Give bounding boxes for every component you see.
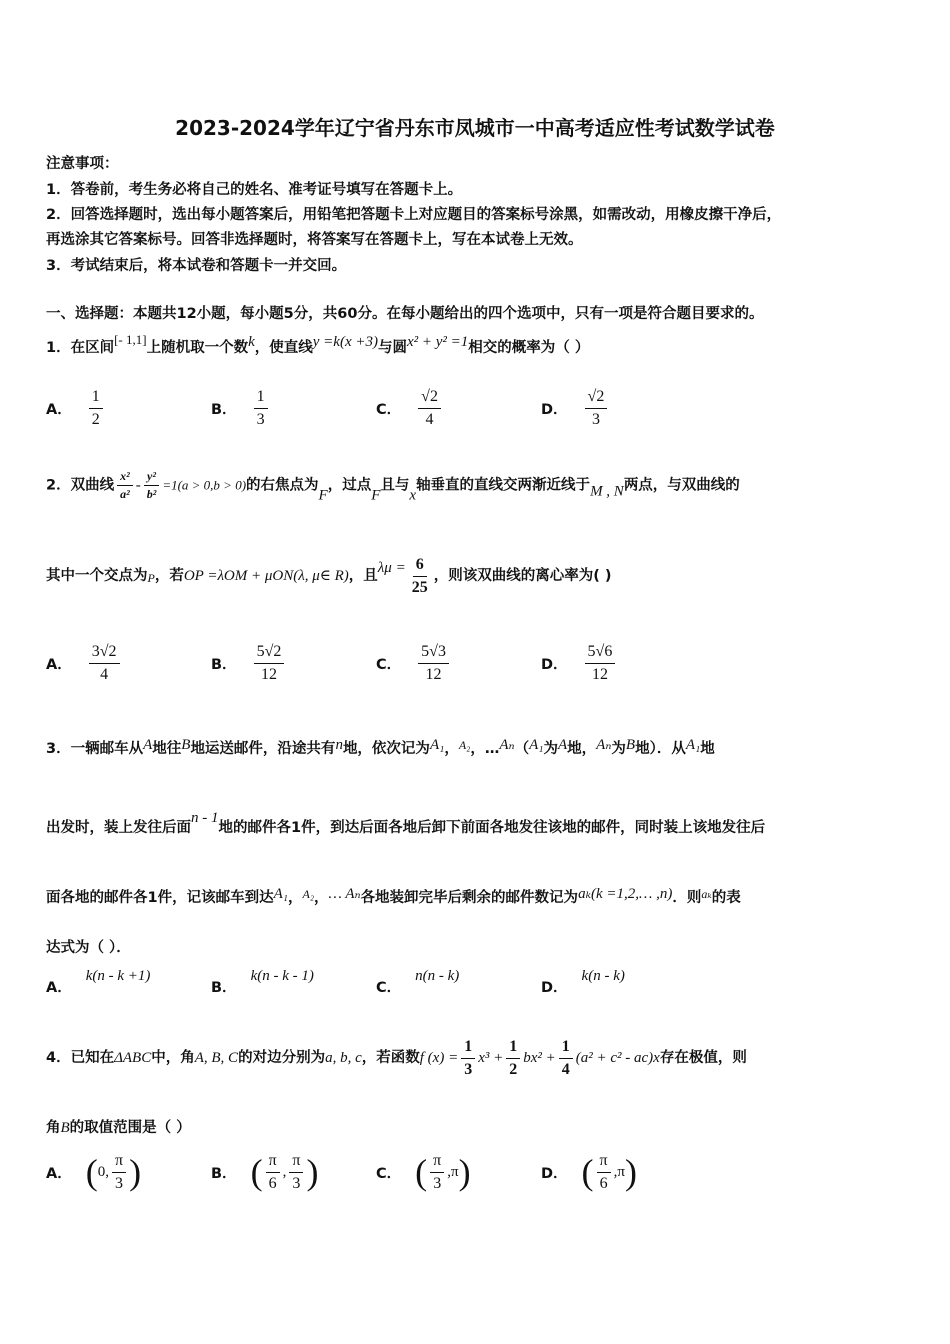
q3-text: 地 (700, 741, 715, 757)
option-value: , (282, 1164, 287, 1181)
q3-var: A₁ (429, 737, 445, 753)
option-label: B． (211, 401, 237, 418)
q3-text: 3．一辆邮车从 (46, 741, 144, 757)
q2-minus: - (135, 477, 141, 494)
fraction: $\frac{\pi}{3}$ (112, 1152, 126, 1192)
q3-text: （ (514, 741, 530, 757)
q3-var: … Aₙ (328, 886, 361, 902)
q4-term: bx² + (523, 1050, 556, 1067)
question-3-line-3: 面各地的邮件各1件，记该邮车到达A₁，$^{A_2}$，… Aₙ各地装卸完毕后剩余的邮件数记为aₖ(k =1,2,… ,n)．则$^{a_k}$的表 (46, 886, 741, 906)
q3-var: aₖ (701, 887, 712, 901)
option-label: C． (376, 656, 402, 673)
q3-var: B (625, 737, 636, 753)
fraction: $\frac{√2}{3}$ (585, 388, 608, 428)
q3-var: A₂ (458, 738, 471, 752)
option-value: k(n - k - 1) (250, 968, 314, 984)
option-label: A． (46, 401, 72, 418)
notice-item-3: 3．考试结束后，将本试卷和答题卡一并交回。 (46, 258, 347, 274)
question-4-line-1 (46, 1038, 747, 1078)
q2-text: ，且 (348, 568, 378, 585)
q4-text: 的对边分别为 (238, 1050, 326, 1067)
page-title: 2023-2024学年辽宁省丹东市凤城市一中高考适应性考试数学试卷 (175, 116, 775, 140)
q3-text: 地，依次记为 (342, 741, 430, 757)
option-value: k(n - k +1) (85, 968, 151, 984)
q1-option-c[interactable] (376, 388, 444, 428)
q3-var: A₁ (685, 737, 701, 753)
option-label: D． (541, 401, 568, 418)
q1-line-equation: y =k(x +3) (312, 334, 378, 350)
q3-option-a[interactable] (46, 968, 150, 997)
q3-option-c[interactable] (376, 968, 459, 997)
q3-var: A (143, 737, 153, 753)
q2-option-a[interactable] (46, 643, 123, 683)
q1-circle-equation: x² + y² =1 (406, 334, 469, 350)
q4-option-b[interactable]: B． ( $\frac{\pi}{6}$ , $\frac{\pi}{3}$ ) (211, 1152, 319, 1193)
option-label: B． (211, 656, 237, 673)
q4-option-a[interactable]: A． (0, $\frac{\pi}{3}$ ) (46, 1152, 142, 1193)
question-2-line-2 (46, 556, 612, 596)
option-label: C． (376, 1165, 402, 1182)
fraction: $\frac{5√2}{12}$ (254, 643, 285, 683)
option-label: C． (376, 980, 402, 996)
option-label: D． (541, 980, 568, 996)
q4-var: B (60, 1120, 70, 1136)
q3-text: 地运送邮件，沿途共有 (190, 741, 336, 757)
q3-option-b[interactable] (211, 968, 314, 997)
q4-triangle: ΔABC (114, 1050, 152, 1067)
q4-text: ，若函数 (361, 1050, 420, 1067)
q2-text: ，则该双曲线的离心率为( ) (433, 568, 612, 585)
q3-text: 出发时，装上发往后面 (46, 820, 191, 836)
fraction: $\frac{1}{3}$ (461, 1038, 475, 1078)
q3-var: Aₙ (596, 737, 612, 753)
q2-text: ，过点 (327, 477, 372, 494)
q4-option-d[interactable]: D． ( $\frac{\pi}{6}$ ,π) (541, 1152, 637, 1193)
q2-text: ，若 (154, 568, 184, 585)
option-value: ,π (613, 1164, 625, 1181)
question-3-line-2 (46, 810, 765, 837)
q4-text: 角 (46, 1120, 61, 1136)
q4-text: 中，角 (151, 1050, 195, 1067)
q1-text: 相交的概率为（ ） (468, 340, 590, 356)
fraction: $\frac{5√6}{12}$ (585, 643, 616, 683)
fraction: $\frac{\pi}{3}$ (430, 1152, 444, 1192)
q4-text: 存在极值，则 (659, 1050, 747, 1067)
q2-text: 的右焦点为 (246, 477, 319, 494)
option-label: D． (541, 1165, 568, 1182)
q3-var: A₁ (529, 737, 544, 753)
q3-text: 面各地的邮件各1件，记该邮车到达 (46, 890, 274, 906)
q2-option-d[interactable] (541, 643, 618, 683)
q3-text: 为 (543, 741, 558, 757)
fraction: $\frac{\pi}{6}$ (266, 1152, 280, 1192)
q2-var-x: x (409, 487, 417, 504)
q4-term: (a² + c² - ac)x (575, 1050, 660, 1067)
q3-var: A (557, 737, 568, 753)
q2-text: 两点，与双曲线的 (623, 477, 740, 494)
q3-text: ．则 (672, 890, 702, 906)
q2-option-b[interactable] (211, 643, 287, 683)
q3-n-minus-1: n - 1 (191, 810, 219, 826)
q3-text: 地， (567, 741, 597, 757)
fraction: $\frac{\text{x²}}{\text{a²}}$ (117, 470, 133, 501)
option-value: n(n - k) (415, 968, 460, 984)
q3-option-d[interactable] (541, 968, 625, 997)
q1-k: k (248, 334, 255, 350)
fraction: $\frac{\pi}{3}$ (289, 1152, 303, 1192)
q3-text: 地）．从 (635, 741, 686, 757)
q4-option-c[interactable]: C． ( $\frac{\pi}{3}$ ,π) (376, 1152, 471, 1193)
q4-text: 的取值范围是（ ） (69, 1120, 191, 1136)
q2-vector-equation: OP =λOM + μON(λ, μ∈ R) (183, 568, 349, 585)
notice-item-2-line-1: 2．回答选择题时，选出每小题答案后，用铅笔把答题卡上对应题目的答案标号涂黑，如需改动，用橡皮擦干净后， (46, 207, 782, 223)
question-3-line-1: 3．一辆邮车从A地往B地运送邮件，沿途共有n地，依次记为A₁，$^{A_2}$，…Aₙ（A₁为A地，Aₙ为B地）．从A₁地 (46, 737, 715, 757)
q1-text: ，使直线 (254, 340, 313, 356)
q3-text: 的表 (711, 890, 741, 906)
q2-option-c[interactable] (376, 643, 452, 683)
option-label: B． (211, 980, 237, 996)
q4-angles: A, B, C (194, 1050, 239, 1067)
fraction: $\frac{1}{4}$ (559, 1038, 573, 1078)
q3-var: A₁ (273, 886, 288, 902)
q3-text: 为 (611, 741, 626, 757)
notice-item-1: 1．答卷前，考生务必将自己的姓名、准考证号填写在答题卡上。 (46, 182, 463, 198)
question-2-line-1 (46, 470, 740, 505)
option-label: C． (376, 401, 402, 418)
q1-option-b[interactable] (211, 388, 271, 428)
fraction: $\frac{5√3}{12}$ (418, 643, 449, 683)
q3-var: n (335, 737, 343, 753)
notice-item-2-line-2: 再选涂其它答案标号。回答非选择题时，将答案写在答题卡上，写在本试卷上无效。 (46, 232, 583, 248)
q1-text: 上随机取一个数 (146, 340, 249, 356)
q1-text: 与圆 (377, 340, 407, 356)
q4-term: x³ + (478, 1050, 504, 1067)
option-value: ,π (447, 1164, 459, 1181)
section-heading: 一、选择题：本题共12小题，每小题5分，共60分。在每小题给出的四个选项中，只有一项是符合题目要求的。 (46, 306, 764, 322)
fraction: $\frac{1}{2}$ (89, 388, 103, 428)
fraction: $\frac{1}{2}$ (506, 1038, 520, 1078)
q3-text: 地往 (152, 741, 182, 757)
q3-var: Aₙ (499, 737, 515, 753)
q4-sides: a, b, c (325, 1050, 362, 1067)
q3-var: A₂ (302, 887, 314, 901)
option-label: A． (46, 656, 72, 673)
fraction: $\frac{1}{3}$ (254, 388, 268, 428)
option-label: D． (541, 656, 568, 673)
q2-text: 轴垂直的直线交两渐近线于 (416, 477, 591, 494)
question-1 (46, 332, 589, 357)
q2-text: 2．双曲线 (46, 477, 115, 494)
q3-text: 各地装卸完毕后剩余的邮件数记为 (360, 890, 579, 906)
q2-text: 其中一个交点为 (46, 568, 148, 585)
q1-interval: [- 1,1] (114, 332, 147, 347)
q2-hyperbola-condition: =1(a > 0,b > 0) (162, 477, 247, 493)
q2-var-f: F (371, 487, 381, 504)
question-3-line-4: 达式为（ ）． (46, 940, 131, 956)
q4-text: 4．已知在 (46, 1050, 115, 1067)
q3-text: … (484, 741, 500, 757)
q2-var-p: P (147, 571, 155, 586)
q2-text: 且与 (380, 477, 410, 494)
fraction: $\frac{\pi}{6}$ (597, 1152, 611, 1192)
q3-var: B (181, 737, 191, 753)
q2-lambda-mu: λμ = (377, 560, 406, 577)
q4-function: f (x) = (419, 1050, 459, 1067)
q1-text: 1．在区间 (46, 340, 115, 356)
option-value: k(n - k) (581, 968, 625, 984)
q3-ak-definition: aₖ(k =1,2,… ,n) (578, 886, 673, 902)
fraction: $\frac{√2}{4}$ (418, 388, 441, 428)
fraction: $\frac{3√2}{4}$ (89, 643, 120, 683)
q3-text: 地的邮件各1件，到达后面各地后卸下前面各地发往该地的邮件，同时装上该地发往后 (218, 820, 766, 836)
question-4-line-2 (46, 1116, 191, 1137)
option-label: A． (46, 1165, 72, 1182)
option-label: B． (211, 1165, 237, 1182)
q2-var-mn: M , N (590, 483, 624, 500)
notice-heading: 注意事项： (46, 156, 119, 172)
fraction: $\frac{6}{25}$ (411, 556, 428, 596)
q1-option-d[interactable] (541, 388, 610, 428)
q2-var-f: F (318, 487, 328, 504)
option-label: A． (46, 980, 72, 996)
fraction: $\frac{\text{y²}}{\text{b²}}$ (144, 470, 160, 501)
option-value: 0, (97, 1164, 109, 1181)
q1-option-a[interactable] (46, 388, 106, 428)
